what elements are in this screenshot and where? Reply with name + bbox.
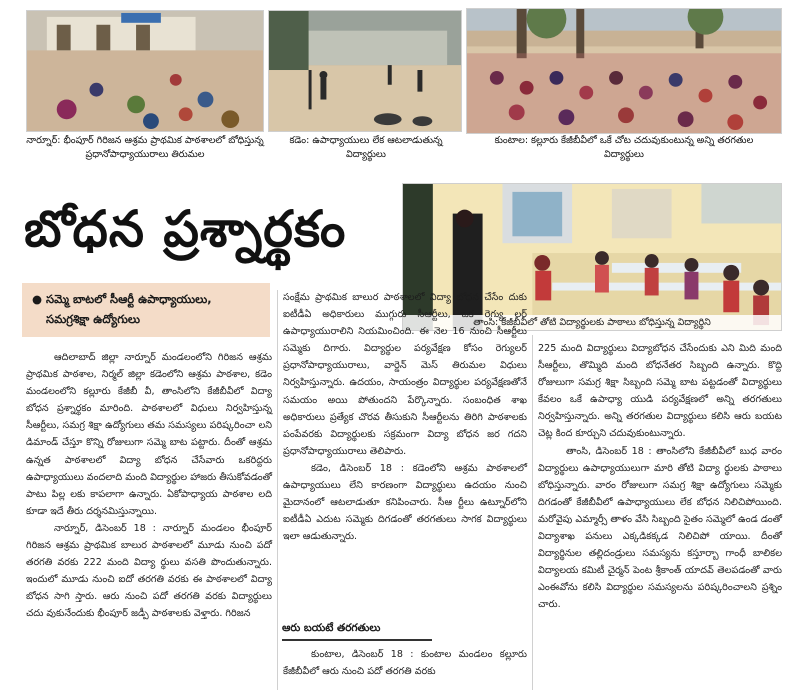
column-divider-2 — [532, 335, 533, 690]
col3-paragraph-1: 225 మంది విద్యార్థులు విద్యాబోధన చేసేందుకు ఎని మిది మంది సీఆర్టీలు, తొమ్మిది మంది బోధనేతర సిబ్బంది ఉన్నారు. కొద్ది రోజులుగా సమగ్ర శిక్షా సిబ్బంది సమ్మె బాట పట్టడంతో విద్యార్థులు కేవలం ఒకే ఉపాధ్యా యుడి పర్యవేక్షణలో అన్ని తరగతులు నిర్వహిస్తున్నారు. అన్ని తరగతుల విద్యార్థులు కలిసి ఆరు బయట చెట్ల కింద కూర్చుని చదువుకుంటున్నారు. — [538, 343, 782, 440]
col2-paragraph-2: కడెం, డిసెంబర్ 18 : కడెంలోని ఆశ్రమ పాఠశాలలో ఉపాధ్యాయులు లేని కారణంగా విద్యార్థులు ఉదయం నుంచి మైదానంలో ఆటలాడుతూ కనిపించారు. సీఆ ర్టీలు ఉట్నూర్‌లోని ఐటీడీఏ ఎదుట సమ్మెకు దిగడంతో తరగతులు సాగక విద్యార్థులు ఇలా ఆడుతున్నారు. — [283, 462, 527, 543]
subhead-line-2: సమగ్రశిక్షా ఉద్యోగులు — [46, 312, 141, 326]
headline: బోధన ప్రశ్నార్థకం — [24, 200, 347, 258]
photo-bhimpur-school — [26, 10, 264, 132]
col2-paragraph-1: సంక్షేమ ప్రాథమిక బాలుర పాఠశాలలో విద్యా బోధన చేసేం దుకు ఐటీడీఏ అధికారులు ముగ్గురు సీఆర్టీలు, ఒక రెగ్యు లర్ ఉపాధ్యాయురాలిని నియమించింది. ఈ నెల 16 నుంచి సీఆర్టీలు సమ్మెకు దిగారు. విద్యార్థుల పర్యవేక్షణ కోసం రెగ్యులర్ ప్రధానోపాధ్యాయురాలు, వార్డెన్ మెస్ తిరుమల విధులు నిర్వహిస్తున్నారు. ఉదయం, సాయంత్రం విద్యార్థుల పర్యవేక్షణతోనే సమయం అయి పోతుందని పేర్కొన్నారు. సంబంధిత శాఖ అధికారులు ప్రత్యేక చొరవ తీసుకుని సీఆర్టీలను తిరిగి పాఠశాలకు పంపేవరకు విద్యార్థులకు సక్రమంగా విద్యా బోధన జర గదని ప్రధానోపాధ్యాయురాలు తెలిపారు. — [283, 292, 527, 457]
caption-kallur: కుంటాల: కల్లూరు కేజీబీవీలో ఒకే చోట చదువుకుంటున్న అన్ని తరగతుల విద్యార్థులు — [494, 135, 754, 160]
subhead-line-1: ● సమ్మె బాటలో సీఆర్టీ ఉపాధ్యాయులు, — [32, 292, 212, 306]
column-divider-1 — [277, 290, 278, 690]
photo-kallur-outdoor-class — [466, 8, 782, 134]
col3-paragraph-2: తాంసి, డిసెంబర్ 18 : తాంసిలోని కేజీబీవీలో బుధ వారం విద్యార్థులు ఉపాధ్యాయులుగా మారి తోటి విద్యా ర్థులకు పాఠాలు బోధిస్తున్నారు. వారం రోజులుగా సమగ్ర శిక్షా ఉద్యోగులు సమ్మెకు దిగడంతో కేజీబీవీలో ఉపాధ్యాయులు లేక బోధన నిలిచిపోయింది. మరోవైపు ఎమ్మార్సీ తాళం వేసి సిబ్బంది సైతం సమ్మెలో ఉండ డంతో విద్యాశాఖ పనులు ఎక్కడికక్కడ నిలిచిపో యాయి. దీంతో విద్యార్థినుల తల్లిదండ్రులు సమస్యను కస్తూర్బా గాంధీ బాలికల విద్యాలయ కమిటీ చైర్మన్ పెంట శ్రీకాంత్ యాదవ్ తెలపడంతో వారు ఎంఈవోను కలిసి విద్యార్థుల సమస్యలను పరిష్కరించాలని ప్రశ్నిం చారు. — [538, 445, 782, 611]
caption-kadem: కడెం: ఉపాధ్యాయులు లేక ఆటలాడుతున్న విద్యార్థులు — [289, 135, 443, 160]
col2-paragraph-3: కుంటాల, డిసెంబర్ 18 : కుంటాల మండలం కల్లూరు కేజీబీవీలో ఆరు నుంచి పదో తరగతి వరకు — [283, 649, 527, 678]
subhead-box — [22, 283, 270, 337]
column-2 — [283, 289, 527, 545]
column-1 — [26, 349, 272, 623]
caption-tamsi: తాంసి: కేజీబీవీలో తోటి విద్యార్థులకు పాఠాలు బోధిస్తున్న విద్యార్థిని — [403, 315, 781, 330]
col1-paragraph-2: నార్నూర్, డిసెంబర్ 18 : నార్నూర్ మండలం భీంపూర్ గిరిజన ఆశ్రమ ప్రాథమిక బాలుర పాఠశాలలో మూడు నుంచి పదో తరగతి వరకు 222 మంది విద్యా ర్థులు వసతి పొందుతున్నారు. ఇందులో మూడు నుంచి ఐదో తరగతి వరకు ఈ పాఠశాలలో విద్యా బోధన సాగి స్తారు. ఆరు నుంచి పదో తరగతి వరకు విద్యార్థులు చదు వుకునేందుకు భీంపూర్ జడ్పీ పాఠశాలకు వెళ్తారు. గిరిజన — [26, 522, 272, 620]
column-3 — [538, 340, 782, 614]
col1-paragraph-1: ఆదిలాబాద్ జిల్లా నార్నూర్ మండలంలోని గిరిజన ఆశ్రమ ప్రాథమిక పాఠశాల, నిర్మల్ జిల్లా కడెంలోని ఆశ్రమ పాఠశాల, కడెం మండలంలోని కల్లూరు కేజీబీ వీ, తాంసిలోని కేజీబీవీలో విద్యా బోధన ప్రశ్నార్థకం మారింది. పాఠశాలలో విధులు నిర్వహిస్తున్న సీఆర్టీలు, సమగ్ర శిక్షా ఉద్యోగులు తమ సమస్యలు పరిష్కరించా లని డిమాండ్ చేస్తూ కొన్ని రోజులుగా సమ్మె బాట పట్టారు. దీంతో ఆశ్రమ ఉన్నత పాఠశాలలో విద్యా బోధన చేసేవారు ఒకరిద్దరు ఉపాధ్యాయులు వందలాది మంది విద్యార్థుల హాజరు తీసుకోవడంతో పాటు పిల్ల లకు కాపలాగా ఉన్నారు. ఏకోపాధ్యాయ పాఠశాల లది కూడా ఇదే తీరు దర్శనమిస్తున్నాయి. — [26, 352, 272, 517]
photo-kadem-playground — [268, 10, 462, 132]
column-2-tail — [283, 646, 527, 680]
section-heading: ఆరు బయటే తరగతులు — [282, 622, 432, 641]
caption-bhimpur: నార్నూర్: భీంపూర్ గిరిజన ఆశ్రమ ప్రాథమిక పాఠశాలలో బోధిస్తున్న ప్రధానోపాధ్యాయురాలు తిరుమల — [26, 135, 264, 160]
